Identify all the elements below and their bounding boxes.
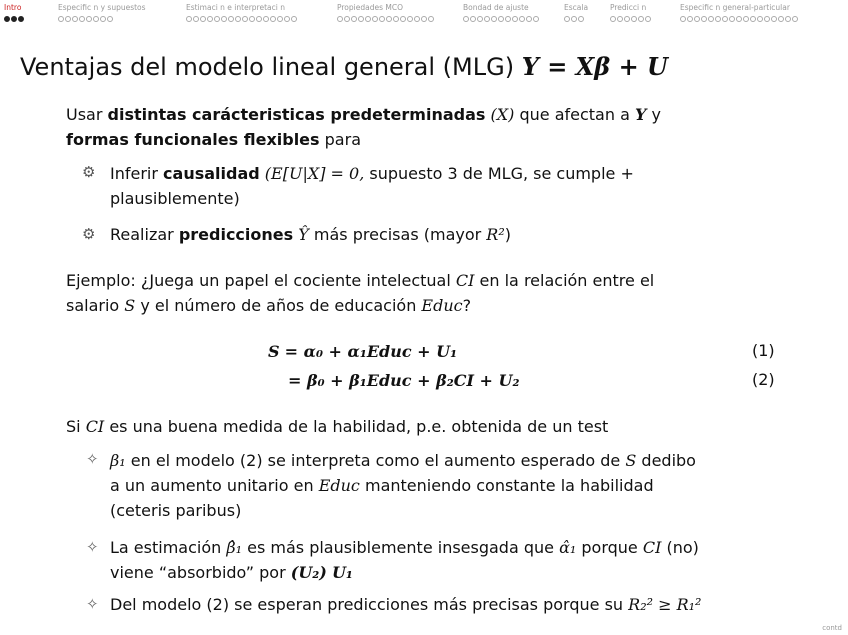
nav-section-title[interactable]: Estimaci n e interpretaci n <box>186 3 285 12</box>
bullet-causality-cont: plausiblemente) <box>110 189 240 208</box>
intro-line-1: Usar distintas carácteristicas predeterminadas (X) que afectan a Y y <box>66 105 661 124</box>
nav-frame-dot[interactable] <box>344 16 350 22</box>
nav-frame-dot[interactable] <box>428 16 434 22</box>
nav-frame-dot[interactable] <box>270 16 276 22</box>
equation-2: = β₀ + β₁Educ + β₂CI + U₂ <box>288 371 520 390</box>
nav-frame-dot[interactable] <box>617 16 623 22</box>
nav-frame-dot[interactable] <box>624 16 630 22</box>
si-line: Si CI es una buena medida de la habilidad, p.e. obtenida de un test <box>66 417 609 436</box>
nav-frame-dot[interactable] <box>708 16 714 22</box>
nav-frame-dot[interactable] <box>79 16 85 22</box>
nav-section-dots <box>58 16 114 24</box>
equation-1: S = α₀ + α₁Educ + U₁ <box>268 342 458 361</box>
nav-frame-dot[interactable] <box>785 16 791 22</box>
nav-frame-dot[interactable] <box>463 16 469 22</box>
slide-title: Ventajas del modelo lineal general (MLG) Y = Xβ + U <box>20 52 668 81</box>
nav-frame-dot[interactable] <box>743 16 749 22</box>
nav-frame-dot[interactable] <box>86 16 92 22</box>
equation-2-number: (2) <box>752 370 775 389</box>
nav-section-title[interactable]: Bondad de ajuste <box>463 3 529 12</box>
nav-section-dots <box>610 16 652 24</box>
nav-section-6[interactable] <box>610 3 646 12</box>
nav-frame-dot[interactable] <box>242 16 248 22</box>
nav-frame-dot[interactable] <box>214 16 220 22</box>
nav-frame-dot[interactable] <box>107 16 113 22</box>
nav-frame-dot[interactable] <box>207 16 213 22</box>
nav-frame-dot[interactable] <box>512 16 518 22</box>
diamond-bullet-icon: ✧ <box>86 450 99 468</box>
nav-frame-dot[interactable] <box>351 16 357 22</box>
nav-frame-dot[interactable] <box>65 16 71 22</box>
bullet-causality: Inferir causalidad (E[U|X] = 0, supuesto 3 de MLG, se cumple + <box>110 164 634 183</box>
nav-frame-dot[interactable] <box>249 16 255 22</box>
nav-section-dots <box>463 16 540 24</box>
nav-section-title[interactable]: Escala <box>564 3 589 12</box>
nav-frame-dot[interactable] <box>372 16 378 22</box>
nav-frame-dot[interactable] <box>256 16 262 22</box>
nav-frame-dot[interactable] <box>764 16 770 22</box>
diamond-bullet-icon: ✧ <box>86 538 99 556</box>
nav-frame-dot[interactable] <box>757 16 763 22</box>
nav-section-dots <box>186 16 298 24</box>
nav-section-dots <box>337 16 435 24</box>
nav-frame-dot[interactable] <box>200 16 206 22</box>
nav-frame-dot[interactable] <box>400 16 406 22</box>
sub-bullet-1-line-2: a un aumento unitario en Educ manteniendo constante la habilidad <box>110 476 654 495</box>
nav-frame-dot[interactable] <box>571 16 577 22</box>
nav-frame-dot[interactable] <box>505 16 511 22</box>
nav-frame-dot[interactable] <box>470 16 476 22</box>
nav-frame-dot[interactable] <box>18 16 24 22</box>
nav-frame-dot[interactable] <box>771 16 777 22</box>
nav-frame-dot[interactable] <box>379 16 385 22</box>
nav-frame-dot[interactable] <box>4 16 10 22</box>
nav-frame-dot[interactable] <box>186 16 192 22</box>
nav-frame-dot[interactable] <box>526 16 532 22</box>
gear-bullet-icon: ⚙ <box>82 225 96 243</box>
nav-frame-dot[interactable] <box>414 16 420 22</box>
nav-frame-dot[interactable] <box>228 16 234 22</box>
nav-frame-dot[interactable] <box>680 16 686 22</box>
sub-bullet-2-line-1: La estimación β̂₁ es más plausiblemente insesgada que α̂₁ porque CI (no) <box>110 538 699 557</box>
nav-frame-dot[interactable] <box>792 16 798 22</box>
nav-section-4[interactable] <box>463 3 529 12</box>
nav-frame-dot[interactable] <box>235 16 241 22</box>
nav-frame-dot[interactable] <box>736 16 742 22</box>
nav-frame-dot[interactable] <box>519 16 525 22</box>
nav-frame-dot[interactable] <box>358 16 364 22</box>
sub-bullet-3: Del modelo (2) se esperan predicciones más precisas porque su R₂² ≥ R₁² <box>110 595 702 614</box>
sub-bullet-1-line-1: β₁ en el modelo (2) se interpreta como el aumento esperado de S dedibo <box>110 451 696 470</box>
nav-frame-dot[interactable] <box>386 16 392 22</box>
nav-section-dots <box>4 16 25 24</box>
nav-frame-dot[interactable] <box>722 16 728 22</box>
nav-frame-dot[interactable] <box>631 16 637 22</box>
nav-frame-dot[interactable] <box>93 16 99 22</box>
equation-1-number: (1) <box>752 341 775 360</box>
nav-frame-dot[interactable] <box>484 16 490 22</box>
nav-frame-dot[interactable] <box>694 16 700 22</box>
nav-frame-dot[interactable] <box>365 16 371 22</box>
nav-frame-dot[interactable] <box>715 16 721 22</box>
nav-frame-dot[interactable] <box>564 16 570 22</box>
nav-frame-dot[interactable] <box>778 16 784 22</box>
nav-section-dots <box>564 16 585 24</box>
nav-section-title[interactable]: Propiedades MCO <box>337 3 403 12</box>
bullet-predictions: Realizar predicciones Ŷ más precisas (mayor R²) <box>110 225 512 244</box>
navigation-bar <box>0 0 848 30</box>
example-line-1: Ejemplo: ¿Juega un papel el cociente intelectual CI en la relación entre el <box>66 271 655 290</box>
nav-section-title[interactable]: Predicci n <box>610 3 647 12</box>
nav-frame-dot[interactable] <box>393 16 399 22</box>
nav-frame-dot[interactable] <box>491 16 497 22</box>
nav-frame-dot[interactable] <box>72 16 78 22</box>
footer-label: contd <box>822 624 842 632</box>
nav-section-7[interactable] <box>680 3 790 12</box>
nav-section-title[interactable]: Intro <box>4 3 22 12</box>
nav-frame-dot[interactable] <box>701 16 707 22</box>
nav-section-dots <box>680 16 799 24</box>
nav-frame-dot[interactable] <box>291 16 297 22</box>
nav-section-5[interactable] <box>564 3 588 12</box>
intro-line-2: formas funcionales flexibles para <box>66 130 361 149</box>
nav-frame-dot[interactable] <box>477 16 483 22</box>
nav-frame-dot[interactable] <box>263 16 269 22</box>
diamond-bullet-icon: ✧ <box>86 595 99 613</box>
nav-frame-dot[interactable] <box>58 16 64 22</box>
nav-frame-dot[interactable] <box>687 16 693 22</box>
sub-bullet-2-line-2: viene “absorbido” por (U₂) U₁ <box>110 563 353 582</box>
nav-section-2[interactable] <box>186 3 285 12</box>
nav-frame-dot[interactable] <box>277 16 283 22</box>
nav-section-1[interactable] <box>58 3 146 12</box>
nav-frame-dot[interactable] <box>284 16 290 22</box>
nav-frame-dot[interactable] <box>498 16 504 22</box>
nav-frame-dot[interactable] <box>533 16 539 22</box>
nav-frame-dot[interactable] <box>221 16 227 22</box>
nav-section-title[interactable]: Especific n y supuestos <box>58 3 146 12</box>
title-equation: Y = Xβ + U <box>521 52 668 81</box>
nav-frame-dot[interactable] <box>193 16 199 22</box>
nav-frame-dot[interactable] <box>729 16 735 22</box>
nav-frame-dot[interactable] <box>610 16 616 22</box>
sub-bullet-1-line-3: (ceteris paribus) <box>110 501 242 520</box>
nav-frame-dot[interactable] <box>407 16 413 22</box>
nav-section-title[interactable]: Especific n general-particular <box>680 3 790 12</box>
nav-section-0[interactable] <box>4 3 21 12</box>
gear-bullet-icon: ⚙ <box>82 163 96 181</box>
nav-frame-dot[interactable] <box>11 16 17 22</box>
nav-frame-dot[interactable] <box>337 16 343 22</box>
nav-frame-dot[interactable] <box>578 16 584 22</box>
nav-frame-dot[interactable] <box>100 16 106 22</box>
nav-frame-dot[interactable] <box>638 16 644 22</box>
nav-section-3[interactable] <box>337 3 403 12</box>
nav-frame-dot[interactable] <box>750 16 756 22</box>
nav-frame-dot[interactable] <box>645 16 651 22</box>
nav-frame-dot[interactable] <box>421 16 427 22</box>
example-line-2: salario S y el número de años de educación Educ? <box>66 296 472 315</box>
